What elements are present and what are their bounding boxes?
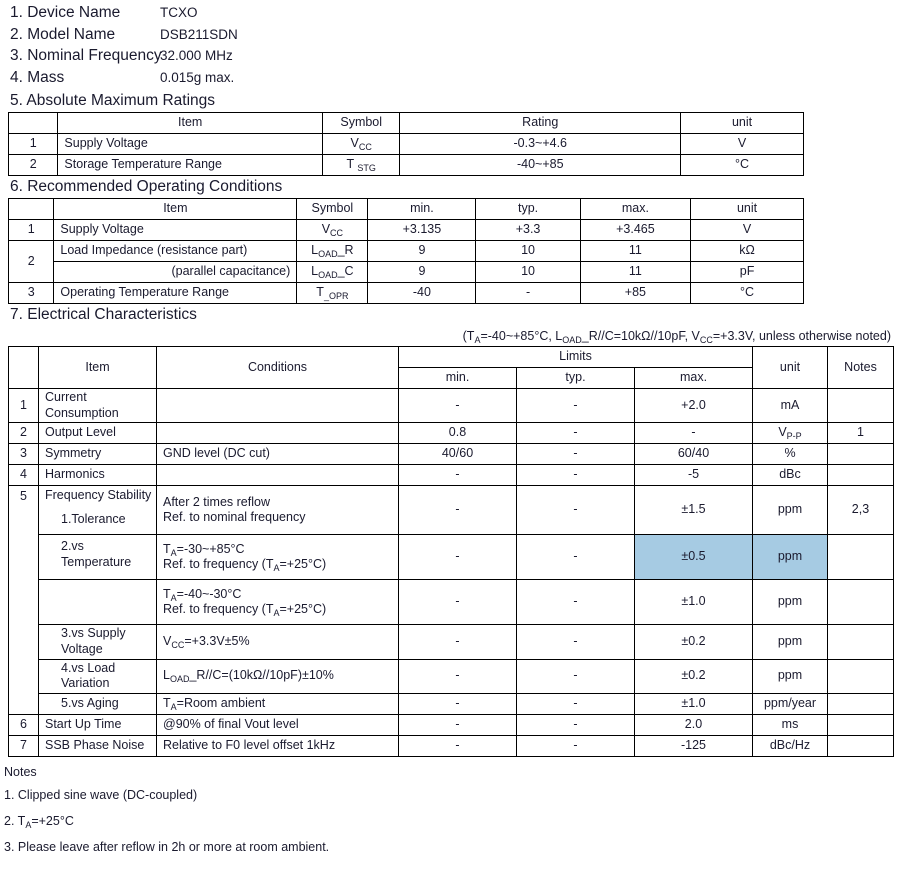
cell-typ: 10	[476, 262, 580, 283]
cell-typ: -	[517, 693, 635, 714]
col-header-item: Item	[54, 199, 297, 220]
cell-max: +3.465	[580, 220, 690, 241]
cell-conditions	[157, 389, 399, 423]
table-absolute-maximum-ratings	[8, 112, 804, 176]
table-row-subitem-vs-temperature-low	[9, 580, 894, 625]
cell-notes	[828, 389, 894, 423]
cell-notes	[828, 535, 894, 580]
table-row	[9, 134, 804, 155]
cell-max: 2.0	[635, 714, 753, 735]
cell-unit: ppm	[753, 659, 828, 693]
spec-line-device-name	[0, 4, 901, 26]
cell-min: -	[399, 389, 517, 423]
cell-rating: -40~+85	[400, 155, 681, 176]
cell-max: -	[635, 423, 753, 444]
cell-conditions	[157, 465, 399, 486]
spec-label: 2. Model Name	[10, 25, 116, 43]
cell-index: 2	[9, 241, 54, 283]
device-spec-list	[0, 4, 901, 90]
col-header-typ: typ.	[476, 199, 580, 220]
cell-symbol: $L_{OAD}\_C$	[297, 262, 368, 283]
cell-notes	[828, 659, 894, 693]
cell-index: 3	[9, 444, 39, 465]
cell-index: 5	[9, 486, 39, 715]
cell-max: ±1.5	[635, 486, 753, 535]
cell-notes	[828, 735, 894, 756]
spec-value: TCXO	[160, 5, 198, 20]
table-row	[9, 220, 804, 241]
col-header-min: min.	[368, 199, 476, 220]
cell-notes: 1	[828, 423, 894, 444]
cell-min: 0.8	[399, 423, 517, 444]
cell-unit: ppm	[753, 580, 828, 625]
cell-symbol: T $_{STG}$	[322, 155, 399, 176]
condition-line-2: Ref. to nominal frequency	[163, 510, 306, 525]
table-row-subitem-vs-load-variation	[9, 659, 894, 693]
cell-min: -	[399, 580, 517, 625]
note-item: 2. $T_A=+25^\circ C$	[4, 813, 74, 830]
cell-item: SSB Phase Noise	[39, 735, 157, 756]
col-header-symbol: Symbol	[297, 199, 368, 220]
note-item: 1. Clipped sine wave (DC-coupled)	[4, 787, 198, 802]
cell-index: 1	[9, 389, 39, 423]
cell-index: 1	[9, 134, 58, 155]
cell-min: 40/60	[399, 444, 517, 465]
cell-unit: %	[753, 444, 828, 465]
cell-max: ±1.0	[635, 693, 753, 714]
cell-symbol: $V_{CC}$	[322, 134, 399, 155]
cell-item: Current Consumption	[39, 389, 157, 423]
cell-typ: -	[517, 486, 635, 535]
cell-unit: $V_{P-P}$	[753, 423, 828, 444]
col-header-unit: unit	[691, 199, 804, 220]
cell-unit: ms	[753, 714, 828, 735]
cell-notes	[828, 465, 894, 486]
cell-min: +3.135	[368, 220, 476, 241]
condition-line-2: Ref. to frequency $(T_A=+25^\circ C)$	[163, 557, 327, 574]
cell-notes	[828, 625, 894, 659]
cell-subitem-label: 2.vs Temperature	[39, 535, 157, 580]
cell-unit: °C	[691, 283, 804, 304]
col-header-min: min.	[399, 368, 517, 389]
cell-index: 2	[9, 423, 39, 444]
table-header-row	[9, 113, 804, 134]
cell-max: ±1.0	[635, 580, 753, 625]
col-header-index	[9, 347, 39, 389]
cell-typ: +3.3	[476, 220, 580, 241]
table-row	[9, 423, 894, 444]
table-electrical-characteristics	[8, 346, 894, 757]
cell-index: 3	[9, 283, 54, 304]
spec-label: 1. Device Name	[10, 4, 121, 21]
cell-index: 1	[9, 220, 54, 241]
cell-typ: -	[517, 580, 635, 625]
condition-line-2: Ref. to frequency $(T_A=+25^\circ C)$	[163, 602, 327, 619]
table-row	[9, 444, 894, 465]
cell-index: 6	[9, 714, 39, 735]
cell-item: Output Level	[39, 423, 157, 444]
col-header-max: max.	[635, 368, 753, 389]
cell-conditions: @90% of final Vout level	[157, 714, 399, 735]
cell-item: Symmetry	[39, 444, 157, 465]
table-row-subitem-vs-temperature	[9, 535, 894, 580]
table-row	[9, 714, 894, 735]
col-header-index	[9, 113, 58, 134]
cell-typ: -	[517, 423, 635, 444]
section-heading-recommended-operating-conditions: 6. Recommended Operating Conditions	[10, 178, 283, 195]
cell-unit: dBc/Hz	[753, 735, 828, 756]
table-row	[9, 155, 804, 176]
cell-unit: ppm/year	[753, 693, 828, 714]
cell-max: +2.0	[635, 389, 753, 423]
notes-block	[0, 762, 901, 860]
datasheet-page	[0, 4, 901, 886]
cell-typ: -	[517, 659, 635, 693]
cell-item: (parallel capacitance)	[54, 262, 297, 283]
cell-typ: -	[517, 389, 635, 423]
spec-value: 0.015g max.	[160, 69, 235, 85]
cell-min: -	[399, 486, 517, 535]
cell-item: Storage Temperature Range	[58, 155, 323, 176]
cell-min: -	[399, 535, 517, 580]
cell-typ: -	[517, 625, 635, 659]
cell-min: -	[399, 659, 517, 693]
cell-min: 9	[368, 262, 476, 283]
col-header-typ: typ.	[517, 368, 635, 389]
cell-conditions	[157, 535, 399, 580]
cell-subitem-label: 4.vs Load Variation	[39, 659, 157, 693]
table-row-subitem-vs-supply-voltage	[9, 625, 894, 659]
cell-subitem-label: 5.vs Aging	[39, 693, 157, 714]
cell-unit: mA	[753, 389, 828, 423]
spec-line-model-name	[0, 26, 901, 48]
table-row	[9, 465, 894, 486]
cell-unit: pF	[691, 262, 804, 283]
table-row	[9, 262, 804, 283]
cell-typ: 10	[476, 241, 580, 262]
col-header-index	[9, 199, 54, 220]
electrical-conditions-note: ($T_A=-40\sim+85^\circ C$, $L_{OAD}\_R//C=10k\Omega//10pF$, $V_{CC}=+3.3V$, unless otherwise noted)	[462, 329, 891, 345]
spec-line-nominal-frequency	[0, 47, 901, 69]
table-row	[9, 283, 804, 304]
cell-max: ±0.2	[635, 625, 753, 659]
cell-unit-highlighted: ppm	[753, 535, 828, 580]
cell-notes	[828, 444, 894, 465]
col-header-item: Item	[58, 113, 323, 134]
cell-notes	[828, 693, 894, 714]
cell-min: -	[399, 735, 517, 756]
cell-subitem-label	[39, 580, 157, 625]
table-recommended-operating-conditions	[8, 198, 804, 304]
cell-typ: -	[517, 535, 635, 580]
col-header-limits: Limits	[399, 347, 753, 368]
cell-index: 4	[9, 465, 39, 486]
cell-max: -5	[635, 465, 753, 486]
cell-conditions: $L_{OAD}\_R//C=(10k\Omega//10pF)\pm 10\%$	[157, 659, 399, 693]
condition-line-1: $T_A=-40\sim-30^\circ C$	[163, 586, 242, 603]
table-row-subitem-vs-aging	[9, 693, 894, 714]
cell-item: Load Impedance (resistance part)	[54, 241, 297, 262]
cell-min: -	[399, 714, 517, 735]
cell-item: Operating Temperature Range	[54, 283, 297, 304]
cell-typ: -	[517, 465, 635, 486]
cell-conditions: $V_{CC}=+3.3V\pm 5\%$	[157, 625, 399, 659]
spec-value: 32.000 MHz	[160, 48, 233, 63]
cell-conditions: Relative to F0 level offset 1kHz	[157, 735, 399, 756]
cell-typ: -	[517, 735, 635, 756]
cell-rating: -0.3~+4.6	[400, 134, 681, 155]
spec-value: DSB211SDN	[160, 26, 238, 42]
cell-unit: ppm	[753, 625, 828, 659]
cell-min: -40	[368, 283, 476, 304]
cell-max: 11	[580, 262, 690, 283]
cell-unit: ppm	[753, 486, 828, 535]
cell-max-highlighted: ±0.5	[635, 535, 753, 580]
cell-max: +85	[580, 283, 690, 304]
cell-typ: -	[517, 714, 635, 735]
cell-conditions	[157, 580, 399, 625]
spec-label: 4. Mass	[10, 68, 65, 86]
section-heading-absolute-maximum-ratings: 5. Absolute Maximum Ratings	[10, 92, 216, 109]
note-item: 3. Please leave after reflow in 2h or more at room ambient.	[4, 839, 330, 854]
cell-index: 2	[9, 155, 58, 176]
condition-line-1: After 2 times reflow	[163, 494, 270, 509]
cell-unit: kΩ	[691, 241, 804, 262]
col-header-symbol: Symbol	[322, 113, 399, 134]
cell-notes	[828, 580, 894, 625]
cell-typ: -	[476, 283, 580, 304]
condition-line-1: $T_A=-30\sim+85^\circ C$	[163, 541, 245, 558]
cell-symbol: $V_{CC}$	[297, 220, 368, 241]
cell-item: Harmonics	[39, 465, 157, 486]
cell-symbol: $L_{OAD}\_R$	[297, 241, 368, 262]
cell-unit: °C	[681, 155, 804, 176]
col-header-max: max.	[580, 199, 690, 220]
cell-index: 7	[9, 735, 39, 756]
cell-symbol: $T_{\_OPR}$	[297, 283, 368, 304]
cell-conditions: GND level (DC cut)	[157, 444, 399, 465]
cell-unit: V	[691, 220, 804, 241]
cell-item: Supply Voltage	[58, 134, 323, 155]
cell-max: ±0.2	[635, 659, 753, 693]
cell-notes	[828, 714, 894, 735]
col-header-rating: Rating	[400, 113, 681, 134]
cell-item: Start Up Time	[39, 714, 157, 735]
cell-conditions: $T_A=Room$ ambient	[157, 693, 399, 714]
spec-label: 3. Nominal Frequency	[10, 47, 162, 64]
cell-unit: dBc	[753, 465, 828, 486]
col-header-item: Item	[39, 347, 157, 389]
table-header-row	[9, 199, 804, 220]
cell-unit: V	[681, 134, 804, 155]
cell-min: -	[399, 693, 517, 714]
col-header-conditions: Conditions	[157, 347, 399, 389]
col-header-unit: unit	[681, 113, 804, 134]
table-row	[9, 735, 894, 756]
table-header-row-top	[9, 347, 894, 368]
notes-title: Notes	[4, 764, 37, 779]
cell-conditions	[157, 486, 399, 535]
cell-typ: -	[517, 444, 635, 465]
cell-min: 9	[368, 241, 476, 262]
spec-line-mass	[0, 69, 901, 91]
cell-item-frequency-stability: Frequency Stability	[39, 486, 157, 505]
cell-max: -125	[635, 735, 753, 756]
cell-min: -	[399, 465, 517, 486]
table-row-frequency-stability-title	[9, 486, 894, 505]
table-row	[9, 241, 804, 262]
cell-item: Supply Voltage	[54, 220, 297, 241]
cell-notes: 2,3	[828, 486, 894, 535]
cell-subitem-label: 1.Tolerance	[39, 505, 157, 535]
cell-max: 11	[580, 241, 690, 262]
cell-min: -	[399, 625, 517, 659]
table-row	[9, 389, 894, 423]
cell-max: 60/40	[635, 444, 753, 465]
col-header-unit: unit	[753, 347, 828, 389]
cell-subitem-label: 3.vs Supply Voltage	[39, 625, 157, 659]
section-heading-electrical-characteristics: 7. Electrical Characteristics	[10, 306, 197, 323]
col-header-notes: Notes	[828, 347, 894, 389]
cell-conditions	[157, 423, 399, 444]
